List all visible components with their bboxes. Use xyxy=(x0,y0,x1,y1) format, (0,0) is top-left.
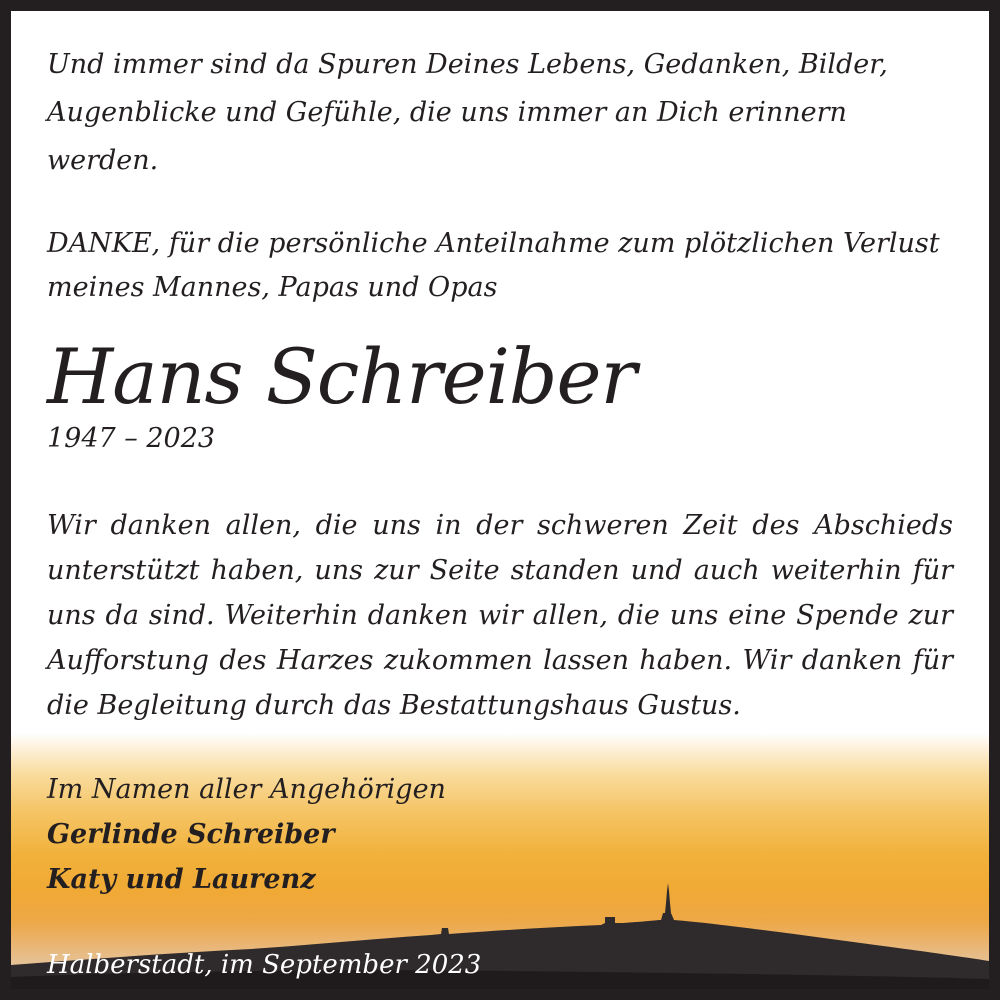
thanks-body: Wir danken allen, die uns in der schweren Zeit des Abschieds unterstützt haben, uns zur Seite standen und auch weiterhin für uns da sind. Weiterhin danken wir allen, die uns eine Spende zur Aufforstung des Harzes zukommen lassen haben. Wir danken für die Begleitung durch das Bestattungshaus Gustus. xyxy=(47,510,953,721)
signature-intro: Im Namen aller Angehörigen xyxy=(47,774,446,805)
intro-verse: Und immer sind da Spuren Deines Lebens, Gedanken, Bilder, Augenblicke und Gefühle, die uns immer an Dich erinnern werden. xyxy=(47,49,888,176)
deceased-name: Hans Schreiber xyxy=(47,332,636,421)
thanks-statement: DANKE, für die persönliche Anteilnahme zum plötzlichen Verlust meines Mannes, Papas und Opas xyxy=(47,228,940,303)
place-and-date: Halberstadt, im September 2023 xyxy=(47,950,482,980)
signature-block xyxy=(47,767,446,902)
signer-name: Katy und Laurenz xyxy=(47,864,316,895)
life-years: 1947 – 2023 xyxy=(47,423,216,454)
signer-name: Gerlinde Schreiber xyxy=(47,819,335,850)
